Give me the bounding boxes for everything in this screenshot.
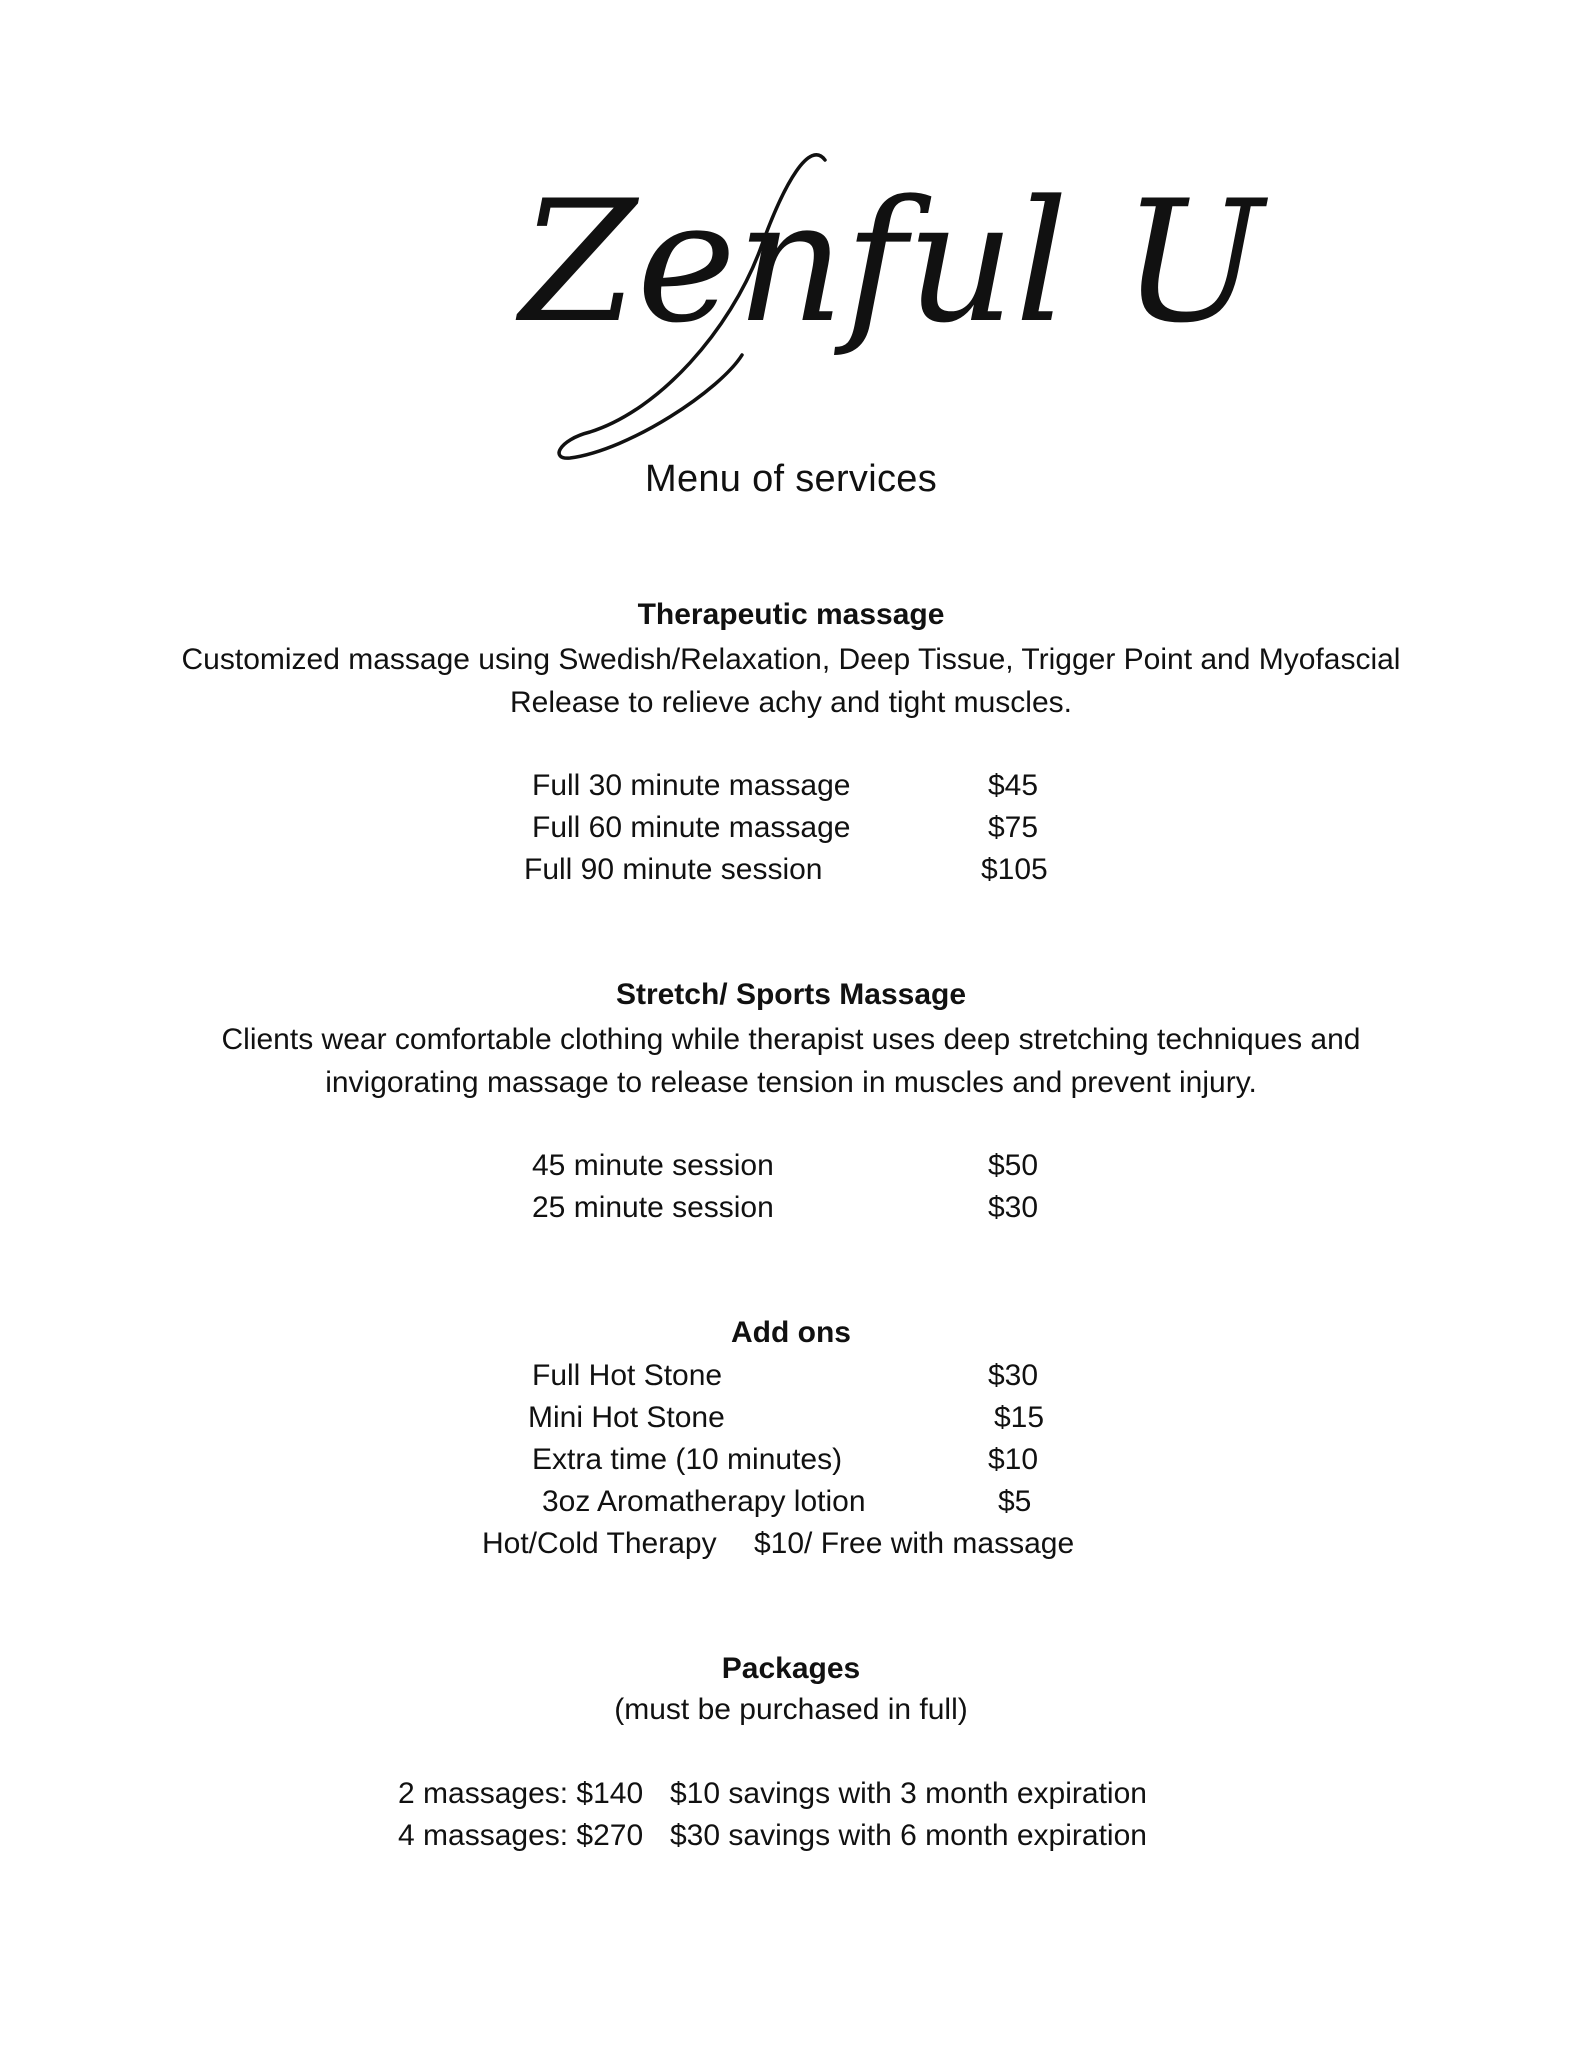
zenful-u-logo xyxy=(480,140,1264,470)
package-name: 4 massages: $270 xyxy=(398,1819,644,1852)
service-name: 25 minute session xyxy=(532,1191,774,1224)
stretch-description-line-1: Clients wear comfortable clothing while therapist uses deep stretching techniques and xyxy=(221,1023,1361,1056)
addon-price: $5 xyxy=(998,1485,1032,1518)
service-name: Full 30 minute massage xyxy=(532,769,851,802)
stretch-title: Stretch/ Sports Massage xyxy=(615,978,967,1011)
logo-text: Zenful U xyxy=(520,164,1264,360)
addon-name: Hot/Cold Therapy xyxy=(482,1527,717,1560)
therapeutic-title: Therapeutic massage xyxy=(637,598,945,631)
package-detail: $10 savings with 3 month expiration xyxy=(670,1777,1147,1810)
packages-note: (must be purchased in full) xyxy=(614,1693,968,1726)
service-price: $30 xyxy=(988,1191,1039,1224)
addon-name: 3oz Aromatherapy lotion xyxy=(542,1485,866,1518)
service-price: $50 xyxy=(988,1149,1039,1182)
service-name: Full 90 minute session xyxy=(524,853,823,886)
addon-price: $10 xyxy=(988,1443,1039,1476)
therapeutic-description-line-2: Release to relieve achy and tight muscles. xyxy=(510,686,1072,719)
service-price: $75 xyxy=(988,811,1039,844)
service-price: $45 xyxy=(988,769,1039,802)
logo-script-graphic xyxy=(480,140,1264,470)
package-name: 2 massages: $140 xyxy=(398,1777,644,1810)
page-subtitle: Menu of services xyxy=(644,458,938,500)
addon-name: Mini Hot Stone xyxy=(528,1401,725,1434)
stretch-description-line-2: invigorating massage to release tension in muscles and prevent injury. xyxy=(325,1066,1257,1099)
service-name: 45 minute session xyxy=(532,1149,774,1182)
service-price: $105 xyxy=(981,853,1048,886)
package-detail: $30 savings with 6 month expiration xyxy=(670,1819,1147,1852)
addon-name: Extra time (10 minutes) xyxy=(532,1443,843,1476)
addons-title: Add ons xyxy=(731,1316,851,1349)
addon-name: Full Hot Stone xyxy=(532,1359,723,1392)
service-name: Full 60 minute massage xyxy=(532,811,851,844)
therapeutic-description-line-1: Customized massage using Swedish/Relaxation, Deep Tissue, Trigger Point and Myofascial xyxy=(181,643,1401,676)
addon-price: $30 xyxy=(988,1359,1039,1392)
addon-price: $15 xyxy=(994,1401,1045,1434)
packages-title: Packages xyxy=(721,1652,861,1685)
addon-price: $10/ Free with massage xyxy=(754,1527,1075,1560)
